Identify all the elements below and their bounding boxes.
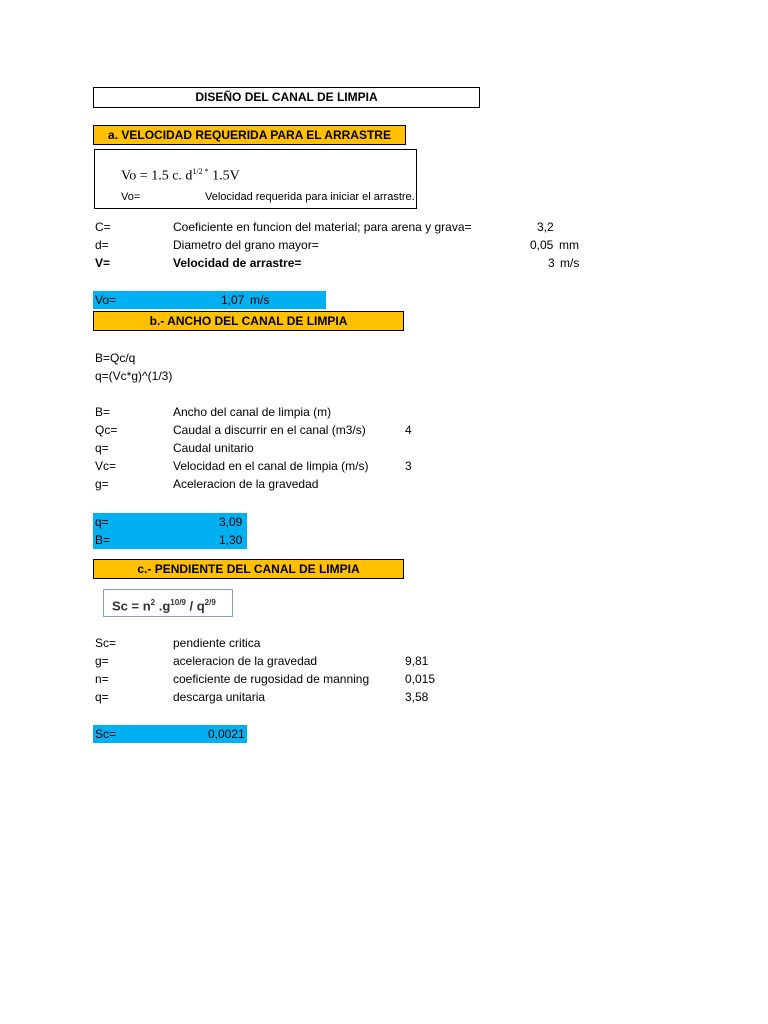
- row-n-description: coeficiente de rugosidad de manning: [173, 672, 370, 686]
- row-d-symbol: d=: [95, 238, 109, 252]
- slope-formula: [112, 595, 216, 614]
- row-c-symbol: C=: [95, 220, 111, 234]
- sc-result-value: 0,0021: [208, 727, 245, 741]
- row-c-value: 3,2: [537, 220, 554, 234]
- row-c-description: Coeficiente en funcion del material; para arena y grava=: [173, 220, 472, 234]
- velocity-formula: [121, 164, 240, 185]
- row-b-description: Ancho del canal de limpia (m): [173, 405, 332, 419]
- row-qc-value: 4: [405, 423, 412, 437]
- slope-formula-exp-g: 10/9: [170, 598, 186, 607]
- section-b-heading: b.- ANCHO DEL CANAL DE LIMPIA: [93, 311, 404, 331]
- vo-result-label: Vo=: [95, 293, 117, 307]
- q-result-cell: [93, 513, 247, 531]
- sc-result-cell: [93, 725, 247, 743]
- row-gc-value: 9,81: [405, 654, 429, 668]
- sc-result-label: Sc=: [95, 727, 117, 741]
- row-b-symbol: B=: [95, 405, 111, 419]
- row-d-value: 0,05: [530, 238, 554, 252]
- q-result-value: 3,09: [219, 515, 243, 529]
- row-gc-symbol: g=: [95, 654, 109, 668]
- vo-result-unit: m/s: [250, 293, 270, 307]
- section-a-heading: a. VELOCIDAD REQUERIDA PARA EL ARRASTRE: [93, 125, 406, 145]
- row-vc-symbol: Vc=: [95, 459, 117, 473]
- row-v-symbol: V=: [95, 256, 111, 270]
- b-result-value: 1,30: [219, 533, 243, 547]
- row-g-description: Aceleracion de la gravedad: [173, 477, 319, 491]
- slope-formula-exp-q: 2/9: [204, 598, 216, 607]
- page-title: DISEÑO DEL CANAL DE LIMPIA: [93, 87, 480, 108]
- row-v-unit: m/s: [560, 256, 580, 270]
- slope-formula-mid: .g: [155, 598, 171, 614]
- width-formula: B=Qc/q: [95, 351, 136, 365]
- row-g-symbol: g=: [95, 477, 109, 491]
- q-result-label: q=: [95, 515, 109, 529]
- row-n-symbol: n=: [95, 672, 109, 686]
- formula-tail: 1.5V: [208, 168, 240, 184]
- unit-flow-formula: q=(Vc*g)^(1/3): [95, 369, 173, 383]
- formula-description: Velocidad requerida para iniciar el arrastre.: [205, 191, 415, 203]
- row-qd-value: 3,58: [405, 690, 429, 704]
- slope-formula-div: / q: [185, 598, 205, 614]
- slope-formula-box: [103, 589, 233, 617]
- slope-formula-lhs: Sc = n: [112, 598, 151, 614]
- row-qc-symbol: Qc=: [95, 423, 118, 437]
- formula-star: *: [202, 167, 209, 176]
- row-sc-description: pendiente critica: [173, 636, 261, 650]
- row-sc-symbol: Sc=: [95, 636, 117, 650]
- row-q-description: Caudal unitario: [173, 441, 254, 455]
- row-gc-description: aceleracion de la gravedad: [173, 654, 318, 668]
- formula-main: Vo = 1.5 c. d: [121, 168, 193, 184]
- row-n-value: 0,015: [405, 672, 436, 686]
- section-c-heading: c.- PENDIENTE DEL CANAL DE LIMPIA: [93, 559, 404, 579]
- row-qc-description: Caudal a discurrir en el canal (m3/s): [173, 423, 366, 437]
- formula-exponent: 1/2: [192, 167, 203, 176]
- row-q-symbol: q=: [95, 441, 109, 455]
- b-result-cell: [93, 531, 247, 549]
- formula-variable: Vo=: [121, 191, 141, 203]
- row-d-unit: mm: [559, 238, 579, 252]
- row-vc-value: 3: [405, 459, 412, 473]
- velocity-formula-box: [94, 149, 417, 209]
- vo-result-cell: [93, 291, 326, 309]
- row-v-value: 3: [548, 256, 555, 270]
- row-qd-description: descarga unitaria: [173, 690, 266, 704]
- row-v-description: Velocidad de arrastre=: [173, 256, 302, 270]
- vo-result-value: 1,07: [221, 293, 245, 307]
- slope-formula-exp-n: 2: [150, 598, 156, 607]
- row-vc-description: Velocidad en el canal de limpia (m/s): [173, 459, 369, 473]
- row-qd-symbol: q=: [95, 690, 109, 704]
- b-result-label: B=: [95, 533, 111, 547]
- row-d-description: Diametro del grano mayor=: [173, 238, 319, 252]
